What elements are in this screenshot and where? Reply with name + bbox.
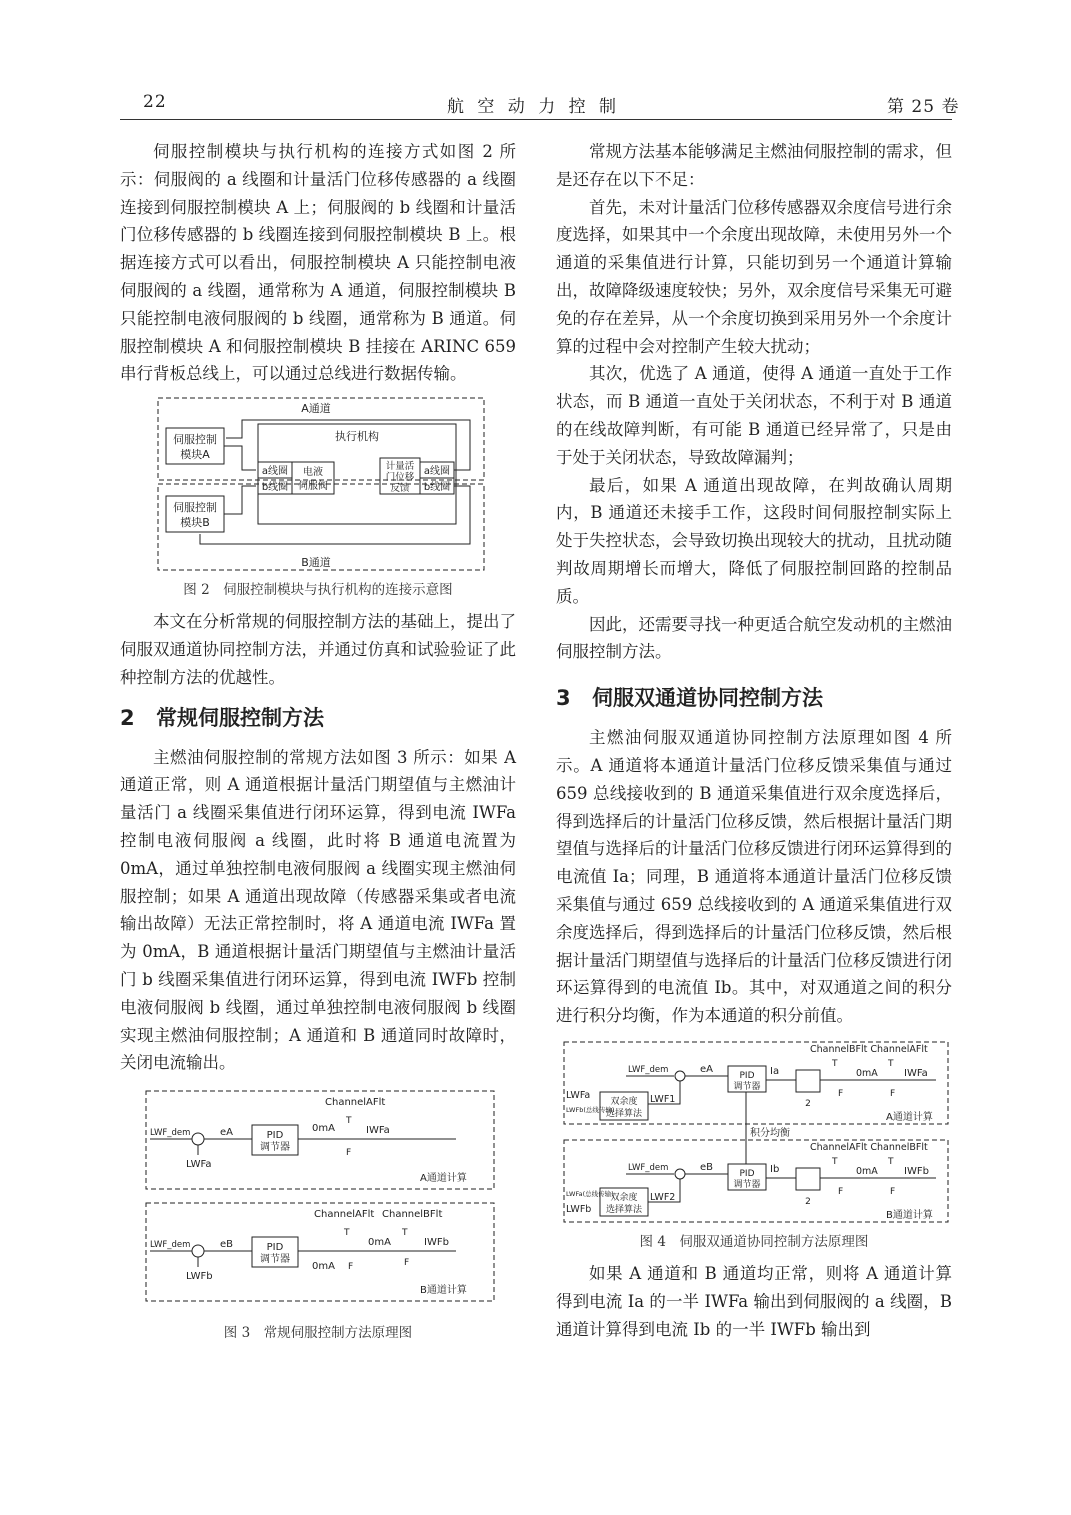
- fig3-a-flt: ChannelAFlt: [325, 1097, 386, 1109]
- fig4-a-flt: ChannelBFlt ChannelAFlt: [810, 1043, 928, 1055]
- fig2-wire-a-out: [224, 446, 256, 470]
- fig4-a-two: 2: [805, 1098, 811, 1109]
- paragraph: 最后，如果 A 通道出现故障，在判故确认周期内，B 通道还未接手工作，这段时间伺服控制实际上处于失控状态，会导致切换出现较大的扰动，且扰动随判故周期增长而增大，降低了伺服控制回路的控制品质。: [556, 475, 952, 606]
- paragraph: 本文在分析常规的伺服控制方法的基础上，提出了伺服双通道协同控制方法，并通过仿真和试验验证了此种控制方法的优越性。: [120, 612, 516, 687]
- fig2-module-a-l1: 伺服控制: [173, 433, 217, 447]
- left-column: [120, 138, 516, 1351]
- fig4-a-select-l1: 双余度: [610, 1096, 638, 1107]
- fig4-b-lwfa-bus: LWFa(总线传输): [566, 1189, 614, 1198]
- paragraph: 常规方法基本能够满足主燃油伺服控制的需求，但是还存在以下不足：: [556, 142, 952, 189]
- fig2-actuator-label: 执行机构: [335, 430, 379, 444]
- fig4-a-calc: A通道计算: [886, 1111, 933, 1123]
- fig2-wire-b-back: [200, 486, 470, 544]
- journal-title: 航 空 动 力 控 制: [447, 97, 621, 117]
- fig4-a-lwf-dem: LWF_dem: [628, 1064, 669, 1075]
- figure-4-caption: 图 4 伺服双通道协同控制方法原理图: [639, 1233, 869, 1250]
- fig4-b-calc: B通道计算: [886, 1209, 933, 1221]
- section-2-title: 常规伺服控制方法: [156, 705, 324, 730]
- fig4-b-two: 2: [805, 1196, 811, 1207]
- fig4-a-iwfa: IWFa: [904, 1067, 928, 1079]
- fig3-b-t2: T: [402, 1228, 408, 1239]
- fig4-a-pid-l2: 调节器: [733, 1081, 761, 1092]
- figure-4-diagram: [556, 1038, 952, 1228]
- fig3-a-t: T: [346, 1116, 352, 1127]
- figure-3-diagram: [120, 1087, 516, 1319]
- fig4-a-t1: T: [832, 1058, 838, 1069]
- fig4-a-lwfb-bus: LWFb(总线传输): [566, 1105, 615, 1114]
- fig3-b-eb: eB: [220, 1239, 234, 1251]
- fig4-b-ib: Ib: [770, 1163, 780, 1175]
- paragraph: 主燃油伺服控制的常规方法如图 3 所示：如果 A 通道正常，则 A 通道根据计量活门期望值与主燃油计量活门 a 线圈采集值进行闭环运算，得到电流 IWFa 控制电液伺服阀 a 线圈，此时将 B 通道电流置为 0mA，通过单独控制电液伺服阀 a 线圈实现主燃油伺服控制；如果 A 通道出现故障（传感器采集或者电流输出故障）无法正常控制时，将 A 通道电流 IWFa 置为 0mA，B 通道根据计量活门期望值与主燃油计量活门 b 线圈采集值进行闭环运算，得到电流 IWFb 控制电液伺服阀 b 线圈，通过单独控制电液伺服阀 b 线圈实现主燃油伺服控制；A 通道和 B 通道同时故障时，关闭电流输出。: [120, 747, 516, 1073]
- fig4-a-f2: F: [890, 1088, 896, 1099]
- fig3-b-flt2: ChannelBFlt: [382, 1209, 443, 1221]
- section-3-heading: [556, 672, 952, 724]
- fig4-b-zero: 0mA: [856, 1165, 878, 1177]
- fig4-b-t1: T: [832, 1156, 838, 1167]
- figure-3-caption: 图 3 常规伺服控制方法原理图: [223, 1325, 413, 1342]
- fig4-b-flt: ChannelAFlt ChannelBFlt: [810, 1141, 928, 1153]
- fig4-a-select-l2: 选择算法: [605, 1108, 643, 1119]
- fig4-b-f2: F: [890, 1186, 896, 1197]
- fig4-a-lwf1: LWF1: [650, 1093, 676, 1105]
- fig2-coil-b-right-label: b线圈: [423, 482, 451, 494]
- fig4-a-pid-l1: PID: [739, 1070, 755, 1081]
- fig3-b-lwfb: LWFb: [186, 1271, 213, 1283]
- fig3-a-lwf-dem: LWF_dem: [150, 1128, 191, 1139]
- fig2-wire-b-out: [224, 486, 256, 514]
- fig3-b-zero1: 0mA: [312, 1261, 335, 1273]
- right-column: [556, 138, 952, 1343]
- fig2-coil-a-left-label: a线圈: [261, 466, 289, 478]
- fig3-b-t1: T: [344, 1228, 350, 1239]
- fig3-b-iwfb: IWFb: [424, 1237, 449, 1249]
- section-2-number: 2: [120, 705, 135, 730]
- figure-4: [556, 1038, 952, 1250]
- fig4-a-div: [796, 1070, 820, 1092]
- fig4-b-lwf-dem: LWF_dem: [628, 1162, 669, 1173]
- fig3-b-pid-l2: 调节器: [260, 1254, 290, 1266]
- fig4-b-div: [796, 1168, 820, 1190]
- fig2-a-channel-label: A通道: [301, 402, 331, 416]
- fig3-b-flt: ChannelAFlt: [314, 1209, 375, 1221]
- fig4-b-f1: F: [838, 1186, 844, 1197]
- paragraph: 首先，未对计量活门位移传感器双余度信号进行余度选择，如果其中一个余度出现故障，未使用另外一个通道的采集值进行计算，只能切到另一个通道计算输出，故障降级速度较快；另外，双余度信号采集无可避免的存在差异，从一个余度切换到采用另外一个余度计算的过程中会对控制产生较大扰动；: [556, 197, 952, 356]
- fig3-a-pid-l2: 调节器: [260, 1142, 290, 1154]
- figure-2-caption: 图 2 伺服控制模块与执行机构的连接示意图: [183, 582, 453, 599]
- paragraph: 如果 A 通道和 B 通道均正常，则将 A 通道计算得到电流 Ia 的一半 IWFa 输出到伺服阀的 a 线圈，B 通道计算得到电流 Ib 的一半 IWFb 输出到: [556, 1263, 952, 1339]
- fig2-module-a-l2: 模块A: [180, 448, 210, 462]
- fig3-a-iwfa: IWFa: [366, 1125, 390, 1137]
- fig3-a-ea: eA: [220, 1127, 233, 1139]
- fig4-a-sum: [675, 1071, 685, 1081]
- fig3-a-sum: [192, 1133, 204, 1145]
- fig2-sensor-l1: 计量活: [385, 461, 415, 473]
- paragraph: 其次，优选了 A 通道，使得 A 通道一直处于工作状态，而 B 通道一直处于关闭状态，不利于对 B 通道的在线故障判断，有可能 B 通道已经异常了，只是由于处于关闭状态，导致故障漏判；: [556, 364, 952, 467]
- fig3-b-f2: F: [404, 1258, 410, 1269]
- figure-3: [120, 1087, 516, 1341]
- page-number: 22: [143, 92, 167, 112]
- fig4-b-eb: eB: [700, 1161, 714, 1173]
- fig4-b-lwfb: LWFb: [566, 1203, 592, 1215]
- paragraph: 主燃油伺服双通道协同控制方法原理如图 4 所示。A 通道将本通道计量活门位移反馈采集值与通过 659 总线接收到的 B 通道采集值进行双余度选择后，得到选择后的计量活门位移反馈，然后根据计量活门期望值与选择后的计量活门位移反馈进行闭环运算得到的电流值 Ia；同理，B 通道将本通道计量活门位移反馈采集值与通过 659 总线接收到的 A 通道采集值进行双余度选择后，得到选择后的计量活门位移反馈，然后根据计量活门期望值与选择后的计量活门位移反馈进行闭环运算得到的电流值 Ib。其中，对双通道之间的积分进行积分均衡，作为本通道的积分前值。: [556, 728, 952, 1026]
- fig4-a-ea: eA: [700, 1063, 713, 1075]
- fig2-sensor-l2: 门位移: [385, 472, 415, 484]
- fig3-a-calc: A通道计算: [420, 1173, 467, 1185]
- fig2-valve-l1: 电液: [303, 467, 323, 479]
- fig3-b-lwf-dem: LWF_dem: [150, 1240, 191, 1251]
- fig2-coil-a-right-label: a线圈: [423, 466, 451, 478]
- paragraph: 因此，还需要寻找一种更适合航空发动机的主燃油伺服控制方法。: [556, 614, 952, 662]
- header-rule: [120, 119, 952, 120]
- fig3-a-zero: 0mA: [312, 1123, 335, 1135]
- volume-label: 第 25 卷: [887, 97, 960, 117]
- fig4-b-sum: [675, 1169, 685, 1179]
- fig4-b-t2: T: [888, 1156, 894, 1167]
- fig3-a-lwfa: LWFa: [186, 1159, 212, 1171]
- fig4-b-pid-l1: PID: [739, 1168, 755, 1179]
- fig3-a-f: F: [346, 1148, 352, 1159]
- fig3-b-calc: B通道计算: [420, 1285, 467, 1297]
- fig4-balance: 积分均衡: [750, 1127, 790, 1139]
- figure-2: [120, 394, 516, 598]
- section-2-heading: [120, 692, 516, 744]
- fig4-a-f1: F: [838, 1088, 844, 1099]
- fig3-b-pid-l1: PID: [266, 1242, 284, 1254]
- section-3-number: 3: [556, 686, 571, 711]
- paragraph: 伺服控制模块与执行机构的连接方式如图 2 所示：伺服阀的 a 线圈和计量活门位移传感器的 a 线圈连接到伺服控制模块 A 上；伺服阀的 b 线圈和计量活门位移传感器的 b 线圈连接到伺服控制模块 B 上。根据连接方式可以看出，伺服控制模块 A 只能控制电液伺服阀的 a 线圈，通常称为 A 通道，伺服控制模块 B 只能控制电液伺服阀的 b 线圈，通常称为 B 通道。伺服控制模块 A 和伺服控制模块 B 挂接在 ARINC 659 串行背板总线上，可以通过总线进行数据传输。: [120, 142, 516, 384]
- fig4-b-iwfb: IWFb: [904, 1165, 929, 1177]
- fig2-coil-b-left-label: b线圈: [261, 482, 289, 494]
- fig4-a-zero: 0mA: [856, 1067, 878, 1079]
- fig3-b-f1: F: [348, 1262, 354, 1273]
- section-3-title: 伺服双通道协同控制方法: [592, 686, 823, 711]
- fig3-b-sum: [192, 1245, 204, 1257]
- fig4-a-ia: Ia: [770, 1065, 780, 1077]
- fig4-b-pid-l2: 调节器: [733, 1179, 761, 1190]
- figure-2-diagram: [120, 394, 516, 576]
- fig4-a-t2: T: [888, 1058, 894, 1069]
- fig2-b-channel-label: B通道: [301, 556, 331, 570]
- fig2-sensor-l3: 反馈: [390, 483, 410, 495]
- fig4-b-select-l1: 双余度: [610, 1192, 638, 1203]
- fig4-b-lwf2: LWF2: [650, 1191, 676, 1203]
- fig3-a-pid-l1: PID: [266, 1130, 284, 1142]
- fig4-b-select-l2: 选择算法: [605, 1204, 643, 1215]
- fig2-module-b-l2: 模块B: [180, 516, 210, 530]
- fig2-valve-l2: 伺服阀: [298, 481, 328, 493]
- fig2-module-b-l1: 伺服控制: [173, 501, 217, 515]
- fig3-b-zero2: 0mA: [368, 1237, 391, 1249]
- fig4-a-lwfa: LWFa: [566, 1089, 591, 1101]
